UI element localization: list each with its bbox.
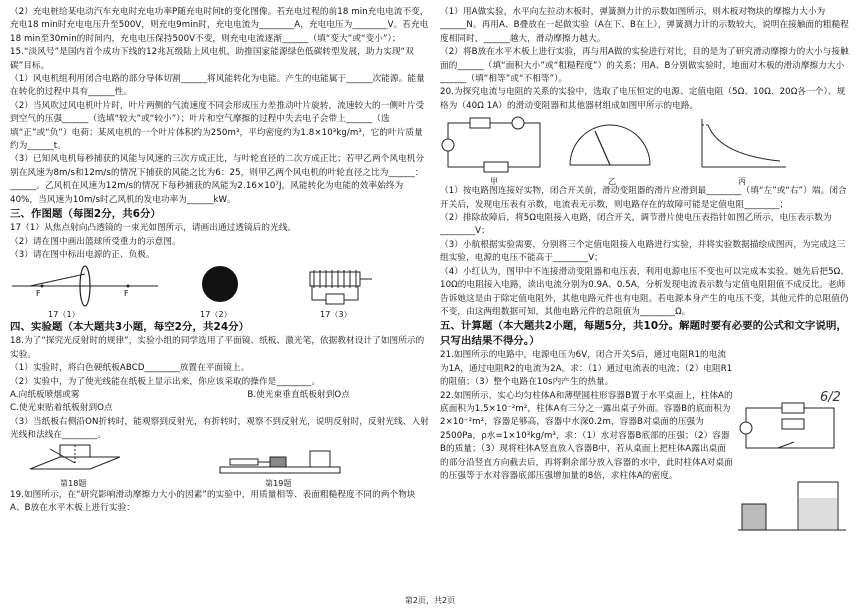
q17-part1: 17（1）从焦点射向凸透镜的一束光如图所示，请画出通过透镜后的光线。	[10, 223, 297, 234]
q18-part3: （3）当纸板右侧沿ON折转时，能观察到反射光，有折转时，观察不到反射光，说明反射时，反射光线、入射光线和法线在________。	[10, 416, 429, 441]
q20-part3: （3）小航根据实验需要，分别将三个定值电阻接入电路进行实验，并将实验数据描绘成图丙，为完成这三组实验，电源的电压不能高于________V；	[440, 239, 846, 264]
q14-part2: （2）充电桩给某电动汽车充电时充电功率P随充电时间t的变化图像。若充电过程的前18 min充电电流不变，充电18 min时充电电压升至500V，则充电9min时，充电电流为________A，充电电压为________V。若充电18 min至30min的时间内，充电电压保持500V不变，则充电电流逐渐______（填“变大”或“变小”）；	[10, 7, 429, 44]
q19-part1: （1）用A做实验，水平向左拉动木板时，弹簧测力计的示数如图所示，则木板对物块的摩擦力大小为______N。再用A、B叠放在一起做实验（A在下、B在上），弹簧测力计的示数较大，说明在接触面的粗糙程度相同时，______越大，滑动摩擦力越大。	[440, 7, 850, 44]
basketball-diagram	[200, 264, 240, 304]
figure-17-2-caption: 17（2）	[200, 310, 232, 320]
q18-options-row	[10, 389, 350, 402]
figure-18-19-row	[10, 443, 430, 489]
q15-part3: （3）已知风电机每秒捕获的风能与风速的三次方成正比，与叶轮直径的二次方成正比；若甲乙两个风电机分别在风速为8m/s和12m/s的情况下捕获的风能之比为6：25，则甲乙两个风电机的叶轮直径之比为______：______。乙风机在风速为12m/s的情况下每秒捕获的风能为2.16×10⁷J，风能转化为电能的效率始终为40%，当风速为10m/s时乙风机的发电功率为______kW。	[10, 154, 425, 205]
q18-part2: （2）实验中，为了使光线能在纸板上显示出来，你应该采取的操作是________。	[10, 376, 321, 387]
q20-part4: （4）小红认为，图甲中不连接滑动变阻器和电压表，利用电源电压不变也可以完成本实验。她先后把5Ω、10Ω的电阻接入电路，读出电流分别为0.9A、0.5A，分析发现电流表示数与定值电阻阻值不成反比。老师告诉她这是由于除定值电阻外，其他电路元件也有电阻。若电源本身产生的电压不变，其他元件的总阻值仍不变，由这两组数据可知，其他电路元件的总阻值为________Ω。	[440, 266, 850, 317]
q19-part2: （2）将B放在水平木板上进行实验，再与用A做的实验进行对比，目的是为了研究滑动摩擦力的大小与接触面的______（填“面积大小”或“粗糙程度”）的关系；用A、B分别做实验时，地面对木板的滑动摩擦力大小______（填“相等”或“不相等”）。	[440, 47, 849, 85]
figure-20-bing-caption: 丙	[738, 177, 747, 187]
figure-17-1-caption: 17（1）	[48, 310, 80, 320]
q20-part1: （1）按电路图连接好实物，闭合开关前，滑动变阻器的滑片应滑到最________（填“左”或“右”）端。闭合开关后，发现电压表有示数，电流表无示数，则电路存在的故障可能是定值电阻________；	[440, 186, 847, 210]
q15-part1: （1）风电机组利用闭合电路的部分导体切割______将风能转化为电能。产生的电能属于______次能源。能量在转化的过程中具有______性。	[10, 74, 425, 98]
q15-part2: （2）当风吹过风电机叶片时，叶片两侧的气流速度不同会形成压力差推动叶片旋转，流速较大的一侧叶片受到空气的压强______（选填“较大”或“较小”）；叶片和空气摩擦的过程中失去电子会带上______（选填“正”或“负”）电荷；某风电机的一个叶片体积约为250m³，平均密度约为1.8×10³kg/m³，它的叶片质量约为______t。	[10, 100, 425, 152]
q20-intro: 20.为探究电流与电阻的关系的实验中，选取了电压恒定的电源、定值电阻（5Ω、10Ω、20Ω各一个）、规格为（40Ω 1A）的滑动变阻器和其他器材组成如图甲所示的电路。	[440, 87, 846, 111]
figure-17-row	[10, 262, 430, 320]
focal-point-left-label: F	[36, 289, 41, 299]
voltmeter-diagram-yi	[560, 115, 660, 175]
q19-intro: 19.如图所示，在“研究影响滑动摩擦力大小的因素”的实验中，用质量相等、表面粗糙程度不同的两个物块A、B放在水平木板上进行实验：	[10, 489, 416, 513]
container-diagram-q22	[738, 474, 848, 538]
q15-intro: 15.“淡风号”是国内首个成功下线的12兆瓦级陆上风电机，助推国家能源绿色低碳转型发展，助力实现“双碳”目标。	[10, 47, 414, 71]
q17-part3: （3）请在图中标出电源的正、负极。	[10, 249, 155, 260]
figure-19-caption: 第19题	[265, 478, 292, 488]
left-column	[10, 6, 430, 515]
q18-part1: （1）实验时，将白色硬纸板ABCD________放置在平面镜上。	[10, 363, 250, 374]
circuit-diagram-q21	[738, 400, 848, 454]
figure-20-jia-caption: 甲	[490, 177, 499, 187]
figure-20-yi-caption: 乙	[608, 177, 617, 187]
reflection-diagram	[20, 443, 140, 479]
q21-text: 21.如图所示的电路中，电源电压为6V，闭合开关S后，通过电阻R1的电流为1A，通过电阻R2的电流为2A。求：（1）通过电流表的电流；（2）电阻R1的阻值；（3）整个电路在10s内产生的热量。	[440, 350, 733, 388]
friction-diagram	[210, 443, 360, 479]
page-footer: 第2页，共2页	[404, 596, 456, 605]
figure-18-caption: 第18题	[60, 478, 87, 488]
section-3-heading: 三、作图题（每图2分，共6分）	[10, 208, 162, 221]
q20-part2: （2）排除故障后，将5Ω电阻接入电路，闭合开关，调节滑片使电压表指针如图乙所示，电压表示数为________V；	[440, 213, 832, 237]
section-4-heading: 四、实验题（本大题共3小题，每空2分，共24分）	[10, 321, 250, 334]
handwritten-score: 6/2	[820, 390, 841, 405]
q17-part2: （2）请在图中画出篮球所受重力的示意图。	[10, 236, 181, 247]
focal-point-right-label: F	[124, 289, 129, 299]
lens-diagram	[10, 264, 160, 310]
q18-intro: 18.为了“探究光反射时的规律”，实验小组的同学选用了平面镜、纸板、激光笔，依据教材设计了如图所示的实验。	[10, 336, 425, 360]
section-5-heading: 五、计算题（本大题共2小题，每题5分，共10分。解题时要有必要的公式和文字说明，只写出结果不得分。）	[440, 320, 847, 348]
q18-option-a: A.向纸板喷烟或雾	[10, 389, 80, 400]
q18-option-c: C.使光束贴着纸板射到O点	[10, 403, 113, 414]
q18-option-b: B.使光束垂直纸板射到O点	[247, 389, 350, 400]
q22-text: 22.如图所示，实心均匀柱体A和薄壁圆柱形容器B置于水平桌面上，柱体A的底面积为1.5×10⁻²m²，柱体A有三分之一露出桌子外面。容器B的底面积为2×10⁻²m²，容器足够高，容器中水深0.2m，容器B对桌面的压强为2500Pa，ρ水=1×10³kg/m³，求：（1）水对容器B底部的压强；（2）容器B的质量；（3）现将柱体A竖直放入容器B中，若从桌面上把柱体A露出桌面的部分沿竖直方向截去后，再将剩余部分放入容器的水中，此时柱体A对桌面的压强等于水对容器底部压强增加量的8倍，求柱体A的密度。	[440, 390, 733, 481]
electromagnet-diagram	[300, 264, 380, 306]
figure-20-row	[440, 113, 852, 185]
figure-17-3-caption: 17（3）	[320, 310, 352, 320]
circuit-diagram-jia	[440, 115, 550, 175]
current-resistance-graph-bing	[690, 115, 790, 175]
